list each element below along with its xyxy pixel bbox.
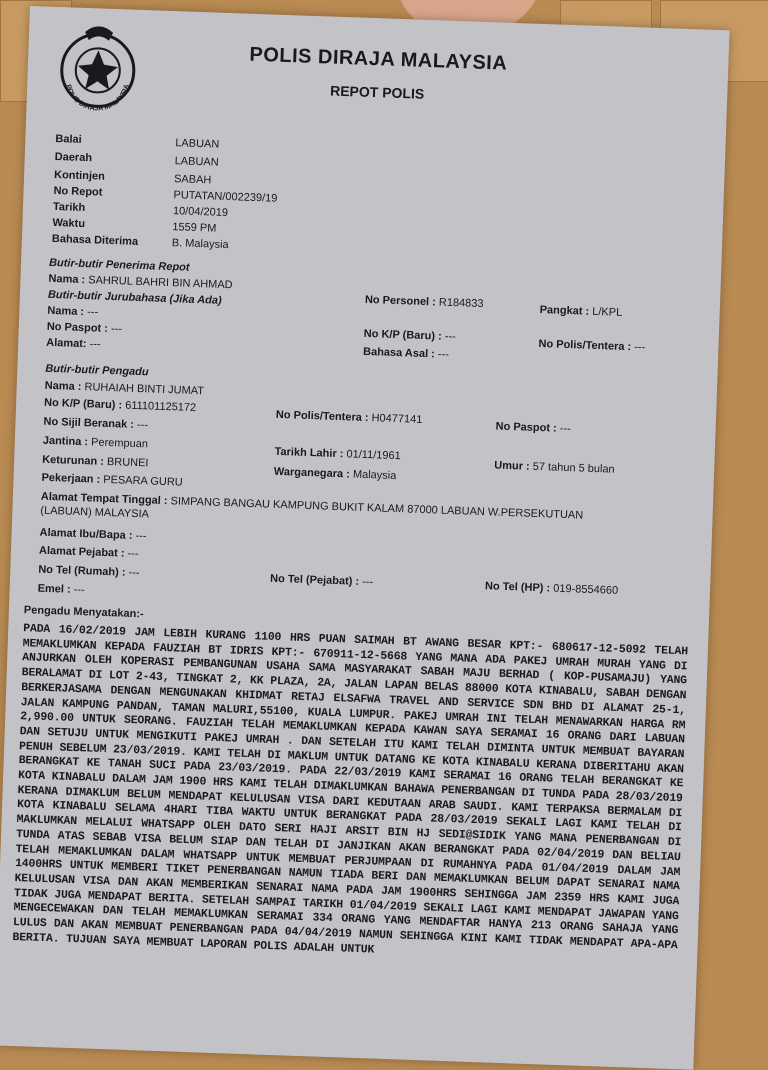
complainant-pejabat xyxy=(39,545,139,560)
field-value: PUTATAN/002239/19 xyxy=(173,189,278,205)
field-label: No Paspot : xyxy=(46,320,109,335)
field-label: No Polis/Tentera : xyxy=(538,337,632,354)
report-title: POLIS DIRAJA MALAYSIA xyxy=(249,43,508,75)
field-label: No Personel : xyxy=(364,293,437,309)
field-label: Alamat Tempat Tinggal : xyxy=(40,490,168,508)
complainant-name xyxy=(45,380,205,398)
interpreter-name xyxy=(47,305,98,319)
complainant-sijil xyxy=(43,416,148,432)
complainant-emel xyxy=(37,583,84,597)
field-value: Malaysia xyxy=(352,468,397,483)
section-interpreter: Butir-butir Jurubahasa (Jika Ada) xyxy=(47,288,222,307)
police-report-sheet xyxy=(0,6,730,1070)
complainant-warga xyxy=(274,466,397,482)
field-label: Balai xyxy=(55,132,82,146)
field-daerah xyxy=(55,151,219,169)
statement-body: PADA 16/02/2019 JAM LEBIH KURANG 1100 HRS PUAN SAIMAH BT AWANG BESAR KPT:- 680617-12-5092 TELAH MEMAKLUMKAN KEPADA FAUZIAH BT IDRIS KPT:- 670911-12-5668 YANG MANA ADA PAKEJ UMRAH MURAH YANG DI ANJURKAN OLEH KOPERASI PEMBANGUNAN USAHA SAMA MASYARAKAT SABAH MAJU BERHAD ( KOP-PUSAMAJU) YANG BERALAMAT DI LOT 2-43, TINGKAT 2, KK PLAZA, 2A, JALAN LAPAN BELAS 88000 KOTA KINABALU, SABAH DENGAN BERKERJASAMA DENGAN MENGUNAKAN KHIDMAT RETAJ ELSAFWA TRAVEL AND SERVICE SDN BHD DI ALAMAT 25-1, JALAN KAMPUNG PANDAN, TAMAN MALURI,55100, KUALA LUMPUR. PAKEJ UMRAH INI TELAH MENAWARKAN HARGA RM 2,990.00 UNTUK SEORANG. FAUZIAH TELAH MEMAKLUMKAN KEPADA KAWAN SAYA SERAMAI 16 ORANG DARI LABUAN DAN SETUJU UNTUK MENGIKUTI PAKEJ UMRAH . DAN SETELAH ITU KAMI TELAH DIMINTA UNTUK MEMBUAT BAYARAN PENUH SEBELUM 23/03/2019. KAMI TELAH DI MAKLUM UNTUK DATANG KE KOTA KINABALU KERANA DIBERITAHU AKAN BERANGKAT KE TANAH SUCI PADA 23/03/2019. PADA 22/03/2019 KAMI SERAMAI 16 ORANG TELAH BERANGKAT KE KOTA KINABALU DALAM JAM 1900 HRS KAMI TELAH DIMAKLUMKAN BAHAWA PENERBANGAN DI TUNDA PADA 28/03/2019 KERANA DIMAKLUM BELUM MENDAPAT KELULUSAN VISA DARI KEDUTAAN ARAB SAUDI. KAMI TERPAKSA BERMALAM DI KOTA KINABALU SELAMA 4HARI TIBA WAKTU UNTUK BERANGKAT PADA 28/03/2019 SEKALI LAGI KAMI TELAH DI MAKLUMKAN MELALUI WHATSAPP OLEH DATO SERI HAJI ARSIT BIN HJ SEDI@SIDIK YANG MANA PENERBANGAN DI TUNDA ATAS SEBAB VISA BELUM SIAP DAN TELAH DI JANJIKAN AKAN BERANGKAT PADA 02/04/2019 DAN BELIAU TELAH MEMAKLUMKAN DALAM WHATSAPP UNTUK MEMBUAT PERJUMPAAN DI RUMAHNYA PADA 01/04/2019 DALAM JAM 1400HRS UNTUK MEMBERI TIKET PENERBANGAN NAMUN TIADA BERI DAN MEMAKLUMKAN BELUM DAPAT SENARAI NAMA KELULUSAN VISA DAN AKAN MEMBERIKAN SENARAI NAMA PADA JAM 1900HRS SEHINGGA JAM 2359 HRS KAMI JUGA TIDAK JUGA MENDAPAT BERITA. SETELAH SAMPAI TARIKH 01/04/2019 SEKALI LAGI KAMI MENDAPAT JAWAPAN YANG MENGECEWAKAN DAN TELAH MEMAKLUMKAN SERAMAI 334 ORANG YANG MENDAFTAR HANYA 213 ORANG SAHAJA YANG LULUS DAN AKAN MEMBUAT PENERBANGAN PADA 04/04/2019 NAMUN SEHINGGA KINI KAMI TIDAK MENDAPAT APA-APA BERITA. TUJUAN SAYA MEMBUAT LAPORAN POLIS ADALAH UNTUK xyxy=(12,622,689,957)
field-value: --- xyxy=(127,547,139,561)
field-value: --- xyxy=(128,566,140,580)
interpreter-bahasa xyxy=(363,346,449,361)
field-value: BRUNEI xyxy=(106,455,149,470)
statement-heading: Pengadu Menyatakan:- xyxy=(23,604,144,621)
complainant-lahir xyxy=(274,446,401,462)
field-value: 57 tahun 5 bulan xyxy=(532,460,615,476)
field-value: --- xyxy=(89,338,101,351)
field-label: Bahasa Diterima xyxy=(51,232,139,248)
field-value: SABAH xyxy=(173,173,212,187)
field-label: Nama : xyxy=(48,272,86,287)
complainant-tel-rumah xyxy=(38,564,140,580)
field-label: Bahasa Asal : xyxy=(362,345,436,361)
complainant-keturunan xyxy=(42,454,149,470)
field-value: SIMPANG BANGAU KAMPUNG BUKIT KALAM 87000 LABUAN W.PERSEKUTUAN xyxy=(170,495,584,522)
receiver-pangkat xyxy=(539,304,622,319)
field-value: 1559 PM xyxy=(172,221,217,235)
field-value: R184833 xyxy=(438,296,484,311)
field-label: No Tel (Rumah) : xyxy=(38,563,126,579)
receiver-name xyxy=(48,273,233,291)
report-subtitle: REPOT POLIS xyxy=(329,82,425,102)
field-label: Waktu xyxy=(52,216,86,231)
svg-text:POLIS DIRAJA MALAYSIA: POLIS DIRAJA MALAYSIA xyxy=(64,83,131,113)
field-label: No Tel (Pejabat) : xyxy=(269,572,360,588)
field-label: Alamat Ibu/Bapa : xyxy=(39,526,133,542)
field-label: Tarikh xyxy=(52,200,86,215)
field-value: 10/04/2019 xyxy=(172,205,229,220)
field-label: Nama : xyxy=(44,379,82,394)
field-value: --- xyxy=(73,583,85,597)
field-value: SAHRUL BAHRI BIN AHMAD xyxy=(88,274,233,292)
field-waktu xyxy=(52,217,216,235)
field-label: Keturunan : xyxy=(41,453,105,468)
field-value: --- xyxy=(86,306,99,319)
field-value: --- xyxy=(361,575,374,589)
field-value: Perempuan xyxy=(90,436,149,451)
field-label: Tarikh Lahir : xyxy=(274,445,344,461)
field-label: No Sijil Beranak : xyxy=(43,415,135,431)
field-value: H0477141 xyxy=(371,412,423,426)
police-crest-logo xyxy=(46,17,149,120)
field-bahasa-diterima xyxy=(52,233,229,251)
field-label: No Polis/Tentera : xyxy=(275,408,369,425)
field-value: --- xyxy=(634,341,646,354)
field-balai xyxy=(55,133,219,151)
complainant-pekerjaan xyxy=(41,472,183,489)
field-label: Jantina : xyxy=(42,434,89,449)
field-label: Pangkat : xyxy=(539,303,590,318)
field-value: --- xyxy=(110,323,123,336)
field-value: --- xyxy=(135,530,147,543)
field-label: Kontinjen xyxy=(53,168,106,183)
interpreter-alamat xyxy=(46,337,101,351)
complainant-paspot xyxy=(495,421,571,436)
interpreter-kp xyxy=(364,328,456,343)
interpreter-paspot xyxy=(47,321,123,336)
complainant-ibubapa xyxy=(39,527,146,543)
field-value: --- xyxy=(444,330,457,344)
field-kontinjen xyxy=(54,169,212,186)
field-value: B. Malaysia xyxy=(171,237,229,252)
field-value: LABUAN xyxy=(174,155,219,169)
interpreter-polis xyxy=(538,338,645,354)
field-label: No Repot xyxy=(53,184,103,199)
field-label: No K/P (Baru) : xyxy=(43,396,123,412)
field-value: --- xyxy=(559,422,571,436)
field-label: Emel : xyxy=(37,582,71,596)
field-value: L/KPL xyxy=(592,305,623,319)
field-tarikh xyxy=(53,201,228,219)
field-value: RUHAIAH BINTI JUMAT xyxy=(84,381,205,398)
section-receiver: Butir-butir Penerima Repot xyxy=(48,256,190,274)
complainant-tel-hp xyxy=(485,580,618,597)
field-label: Alamat: xyxy=(46,336,87,351)
field-label: Warganegara : xyxy=(273,465,351,481)
field-label: No K/P (Baru) : xyxy=(363,327,442,343)
field-value: PESARA GURU xyxy=(103,473,183,489)
complainant-tel-pejabat xyxy=(270,573,373,589)
complainant-polis xyxy=(276,409,423,426)
receiver-personel xyxy=(365,294,484,310)
field-value: 611101125172 xyxy=(124,399,197,415)
field-label: No Tel (HP) : xyxy=(484,580,551,595)
field-label: Umur : xyxy=(494,459,530,473)
field-label: Alamat Pejabat : xyxy=(38,544,125,560)
field-label: No Paspot : xyxy=(495,420,557,435)
field-label: Nama : xyxy=(47,304,85,319)
field-value: --- xyxy=(437,348,450,361)
field-value: 019-8554660 xyxy=(553,582,619,597)
field-value: LABUAN xyxy=(175,137,220,151)
complainant-umur xyxy=(494,459,615,475)
complainant-jantina xyxy=(43,435,149,451)
field-value: --- xyxy=(136,418,149,432)
complainant-kp xyxy=(44,397,196,414)
field-label: Daerah xyxy=(54,150,93,165)
section-complainant: Butir-butir Pengadu xyxy=(45,362,149,379)
complainant-alamat-line2: (LABUAN) MALAYSIA xyxy=(40,504,150,521)
field-label: Pekerjaan : xyxy=(41,471,101,486)
field-value: 01/11/1961 xyxy=(346,448,401,463)
